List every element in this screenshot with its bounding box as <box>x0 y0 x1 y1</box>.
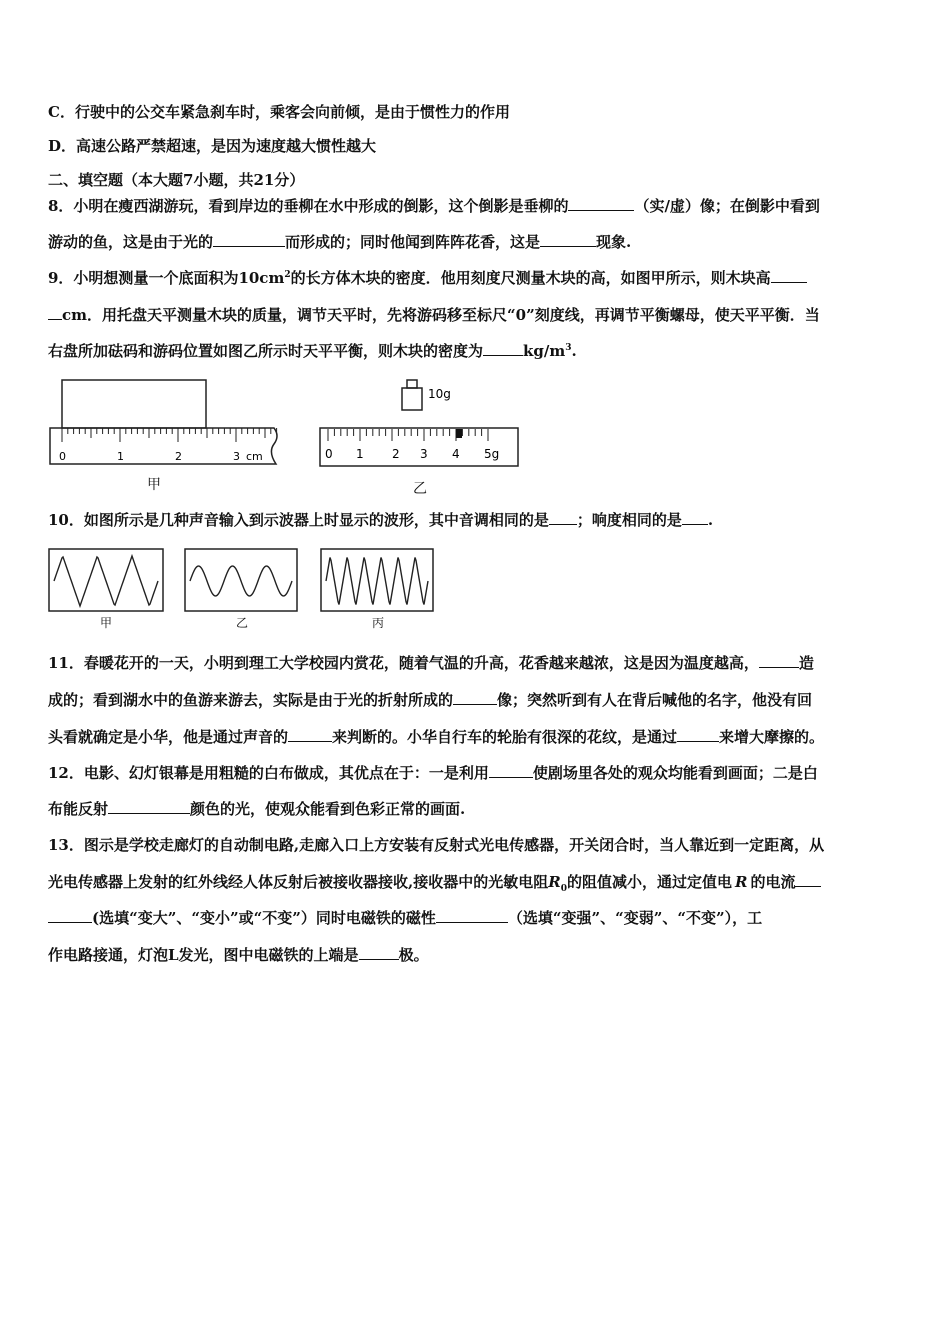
question-13-line-1: 13．图示是学校走廊灯的自动制电路,走廊入口上方安装有反射式光电传感器，开关闭合时，当人靠近到一定距离，从 <box>48 836 825 854</box>
question-8-line-1: 8．小明在瘦西湖游玩，看到岸边的垂柳在水中形成的倒影，这个倒影是垂柳的 （实/虚）像；在倒影中看到 <box>48 197 820 215</box>
answer-blank[interactable] <box>48 908 92 923</box>
wave-caption-jia: 甲 <box>100 616 113 630</box>
weight-label: 10g <box>428 387 451 401</box>
ruler-figure <box>46 378 286 470</box>
option-c: C．行驶中的公交车紧急刹车时，乘客会向前倾，是由于惯性力的作用 <box>48 103 510 121</box>
question-10: 10．如图所示是几种声音输入到示波器上时显示的波形，其中音调相同的是 ；响度相同的是 . <box>48 511 714 529</box>
question-8-line-2: 游动的鱼，这是由于光的 而形成的；同时他闻到阵阵花香，这是 现象. <box>48 233 632 251</box>
answer-blank[interactable] <box>108 799 190 814</box>
question-11-line-2: 成的；看到湖水中的鱼游来游去，实际是由于光的折射所成的 像；突然听到有人在背后喊他的名字，他没有回 <box>48 691 813 709</box>
answer-blank[interactable] <box>795 872 821 887</box>
answer-blank[interactable] <box>682 510 708 525</box>
question-12-line-1: 12．电影、幻灯银幕是用粗糙的白布做成，其优点在于：一是利用 使剧场里各处的观众均能看到画面；二是白 <box>48 764 818 782</box>
answer-blank[interactable] <box>540 232 596 247</box>
ruler-tick-label: 0 <box>59 450 66 463</box>
waveform-jia <box>48 548 166 614</box>
answer-blank[interactable] <box>359 945 399 960</box>
ruler-unit-label: cm <box>246 450 263 463</box>
balance-tick-label: 4 <box>452 447 460 461</box>
wave-caption-bing: 丙 <box>372 616 385 630</box>
figure-caption-yi: 乙 <box>413 481 427 497</box>
question-13-line-2: 光电传感器上发射的红外线经人体反射后被接收器接收,接收器中的光敏电阻$R_0$的阻值减小，通过定值电 R 的电流 <box>48 872 906 899</box>
balance-tick-label: 3 <box>420 447 428 461</box>
wave-caption-yi: 乙 <box>236 616 249 630</box>
waveform-yi <box>184 548 300 614</box>
section-heading: 二、填空题（本大题7小题，共21分） <box>48 171 305 189</box>
answer-blank[interactable] <box>288 727 332 742</box>
answer-blank[interactable] <box>48 305 62 320</box>
answer-blank[interactable] <box>483 341 523 356</box>
question-11-line-1: 11．春暖花开的一天，小明到理工大学校园内赏花，随着气温的升高，花香越来越浓，这是因为温度越高， 造 <box>48 654 814 672</box>
balance-tick-label: 5g <box>484 447 500 461</box>
ruler-body <box>50 428 277 464</box>
question-9-line-3: 右盘所加砝码和游码位置如图乙所示时天平平衡，则木块的密度为 $kg/m^3$. <box>48 342 577 360</box>
balance-tick-label: 2 <box>392 447 400 461</box>
answer-blank[interactable] <box>759 653 799 668</box>
question-12-line-2: 布能反射 颜色的光，使观众能看到色彩正常的画面. <box>48 800 466 818</box>
ruler-tick-label: 2 <box>175 450 182 463</box>
rider-marker <box>456 429 462 438</box>
answer-blank[interactable] <box>771 268 807 283</box>
answer-blank[interactable] <box>436 908 508 923</box>
question-9-line-2: cm．用托盘天平测量木块的质量，调节天平时，先将游码移至标尺“0”刻度线，再调节平衡螺母，使天平平衡．当 <box>48 305 906 325</box>
balance-tick-label: 0 <box>325 447 333 461</box>
question-9-line-1: 9．小明想测量一个底面积为$10cm^2$的长方体木块的密度．他用刻度尺测量木块的高，如图甲所示，则木块高 <box>48 268 906 288</box>
balance-tick-label: 1 <box>356 447 364 461</box>
answer-blank[interactable] <box>213 232 285 247</box>
option-d: D．高速公路严禁超速，是因为速度越大惯性越大 <box>48 137 377 155</box>
wooden-block <box>62 380 206 428</box>
figure-caption-jia: 甲 <box>147 477 161 493</box>
answer-blank[interactable] <box>489 763 533 778</box>
ruler-tick-label: 3 <box>233 450 240 463</box>
waveform-bing <box>320 548 436 614</box>
balance-figure <box>318 374 524 470</box>
question-13-line-3: (选填“变大”、“变小”或“不变”）同时电磁铁的磁性 （选填“变强”、“变弱”、“不变”），工 <box>48 908 906 928</box>
ruler-tick-label: 1 <box>117 450 124 463</box>
weight-icon <box>402 388 422 410</box>
question-11-line-3: 头看就确定是小华，他是通过声音的 来判断的。小华自行车的轮胎有很深的花纹，是通过 来增大摩擦的。 <box>48 728 825 746</box>
answer-blank[interactable] <box>549 510 577 525</box>
answer-blank[interactable] <box>453 690 497 705</box>
answer-blank[interactable] <box>677 727 719 742</box>
question-13-line-4: 作电路接通，灯泡L发光，图中电磁铁的上端是 极。 <box>48 946 429 964</box>
answer-blank[interactable] <box>568 196 634 211</box>
